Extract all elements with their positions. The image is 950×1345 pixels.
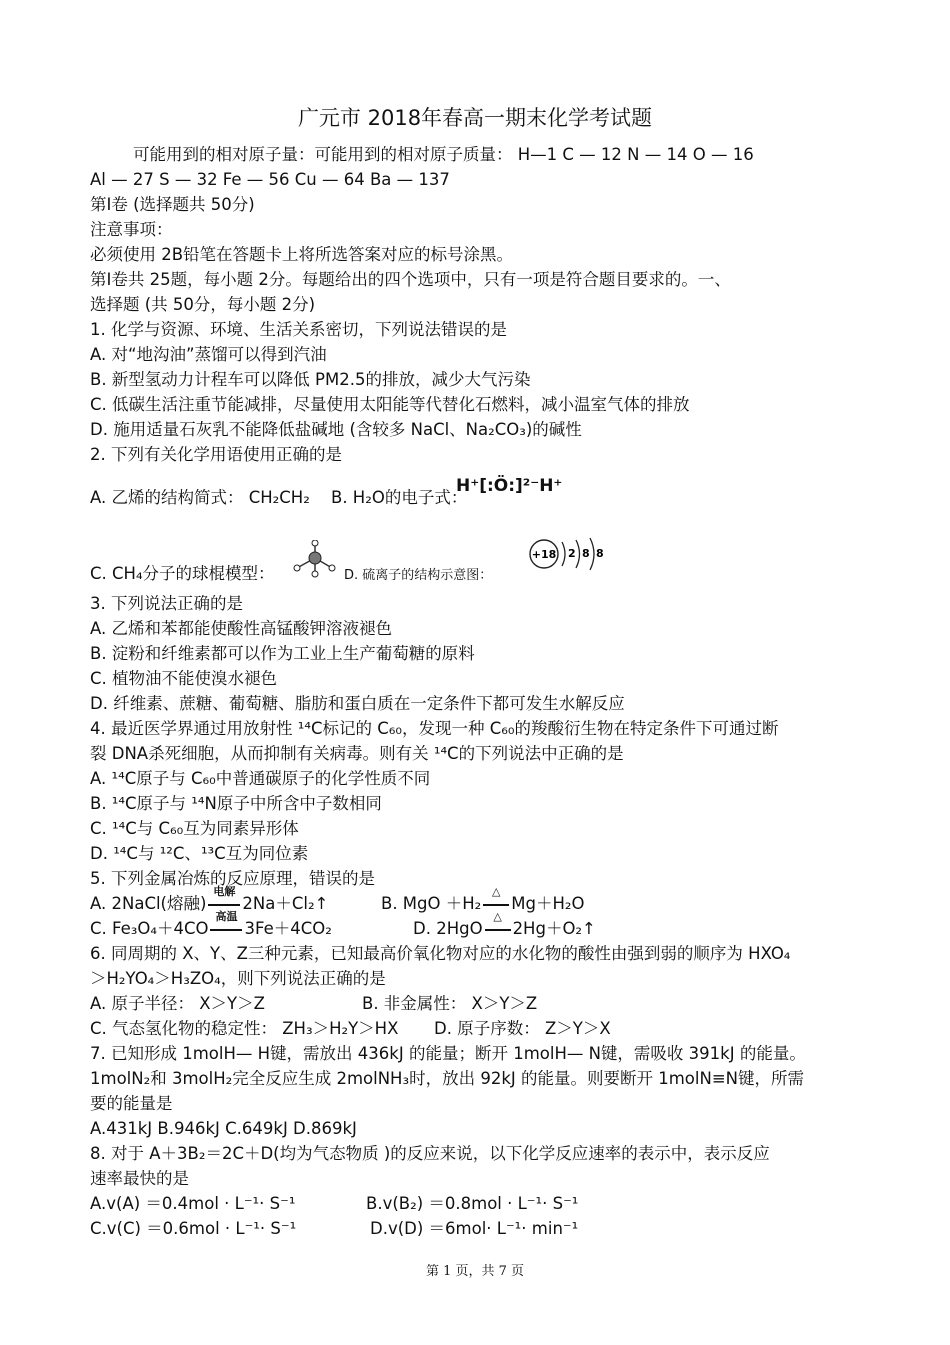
q4-option-b: B. ¹⁴C原子与 ¹⁴N原子中所含中子数相同 xyxy=(90,794,382,813)
q2-stem: 2. 下列有关化学用语使用正确的是 xyxy=(90,445,342,464)
q8-option-c: C.v(C) ＝0.6mol · L⁻¹· S⁻¹ xyxy=(90,1219,297,1238)
q1-option-c: C. 低碳生活注重节能减排，尽量使用太阳能等代替化石燃料，减小温室气体的排放 xyxy=(90,395,690,414)
q1-option-a: A. 对“地沟油”蒸馏可以得到汽油 xyxy=(90,345,327,364)
q2-option-d: D. 硫离子的结构示意图： xyxy=(344,568,493,583)
q8-stem-line-2: 速率最快的是 xyxy=(90,1169,189,1188)
q5-a-reactants: A. 2NaCl(熔融) xyxy=(90,894,207,913)
q3-stem: 3. 下列说法正确的是 xyxy=(90,594,243,613)
q2-option-b: B. H₂O的电子式： xyxy=(331,488,468,507)
q5-b-reactants: B. MgO ＋H₂ xyxy=(381,894,482,913)
atomic-mass-line-1: 可能用到的相对原子量：可能用到的相对原子质量： H—1 C — 12 N — 14 O — 16 xyxy=(133,145,754,164)
q8-option-b: B.v(B₂) ＝0.8mol · L⁻¹· S⁻¹ xyxy=(366,1194,579,1213)
heat-condition: △ xyxy=(492,885,501,898)
q7-stem-line-1: 7. 已知形成 1molH— H键，需放出 436kJ 的能量；断开 1molH— N键，需吸收 391kJ 的能量。 xyxy=(90,1044,806,1063)
high-temperature-condition: 高温 xyxy=(215,910,238,923)
q4-option-c: C. ¹⁴C与 C₆₀互为同素异形体 xyxy=(90,819,299,838)
heat-condition: △ xyxy=(493,910,502,923)
q5-option-d xyxy=(413,910,596,941)
q3-option-c: C. 植物油不能使溴水褪色 xyxy=(90,669,278,688)
methane-ball-stick-model xyxy=(290,540,340,580)
q6-option-b: B. 非金属性： X＞Y＞Z xyxy=(362,994,538,1013)
q5-a-products: 2Na＋Cl₂↑ xyxy=(242,894,329,913)
instruction-line-1: 第Ⅰ卷共 25题，每小题 2分。每题给出的四个选项中，只有一项是符合题目要求的。一、 xyxy=(90,270,731,289)
q4-option-d: D. ¹⁴C与 ¹²C、¹³C互为同位素 xyxy=(90,844,309,863)
q6-stem-line-1: 6. 同周期的 X、Y、Z三种元素，已知最高价氧化物对应的水化物的酸性由强到弱的顺序为 HXO₄ xyxy=(90,944,791,963)
q6-option-c: C. 气态氢化物的稳定性： ZH₃＞H₂Y＞HX xyxy=(90,1019,399,1038)
q5-option-c xyxy=(90,910,332,941)
q4-stem-line-1: 4. 最近医学界通过用放射性 ¹⁴C标记的 C₆₀，发现一种 C₆₀的羧酸衍生物在特定条件下可通过断 xyxy=(90,719,779,738)
q1-option-b: B. 新型氢动力计程车可以降低 PM2.5的排放，减少大气污染 xyxy=(90,370,531,389)
q4-stem-line-2: 裂 DNA杀死细胞，从而抑制有关病毒。则有关 ¹⁴C的下列说法中正确的是 xyxy=(90,744,624,763)
q8-option-a: A.v(A) ＝0.4mol · L⁻¹· S⁻¹ xyxy=(90,1194,296,1213)
q6-option-d: D. 原子序数： Z＞Y＞X xyxy=(434,1019,611,1038)
shell-3-count: 8 xyxy=(596,547,604,560)
water-electron-formula: H⁺[:Ö:]²⁻H⁺ xyxy=(456,476,563,496)
q7-stem-line-3: 要的能量是 xyxy=(90,1094,173,1113)
q2-option-c: C. CH₄分子的球棍模型： xyxy=(90,564,275,583)
q7-stem-line-2: 1molN₂和 3molH₂完全反应生成 2molNH₃时，放出 92kJ 的能量。则要断开 1molN≡N键，所需 xyxy=(90,1069,804,1088)
q2-option-a: A. 乙烯的结构简式： CH₂CH₂ xyxy=(90,488,310,507)
q8-stem-line-1: 8. 对于 A＋3B₂＝2C＋D(均为气态物质 )的反应来说，以下化学反应速率的表示中，表示反应 xyxy=(90,1144,770,1163)
q8-option-d: D.v(D) ＝6mol· L⁻¹· min⁻¹ xyxy=(370,1219,579,1238)
q1-option-d: D. 施用适量石灰乳不能降低盐碱地 (含较多 NaCl、Na₂CO₃)的碱性 xyxy=(90,420,582,439)
q5-c-products: 3Fe＋4CO₂ xyxy=(244,919,332,938)
notice-title: 注意事项： xyxy=(90,220,173,239)
q1-stem: 1. 化学与资源、环境、生活关系密切，下列说法错误的是 xyxy=(90,320,507,339)
q3-option-b: B. 淀粉和纤维素都可以作为工业上生产葡萄糖的原料 xyxy=(90,644,475,663)
q5-stem: 5. 下列金属冶炼的反应原理，错误的是 xyxy=(90,869,375,888)
q6-option-a: A. 原子半径： X＞Y＞Z xyxy=(90,994,265,1013)
q5-c-reactants: C. Fe₃O₄＋4CO xyxy=(90,919,209,938)
page-title: 广元市 2018年春高一期末化学考试题 xyxy=(297,106,653,130)
page-footer: 第 1 页，共 7 页 xyxy=(425,1264,525,1279)
q3-option-d: D. 纤维素、蔗糖、葡萄糖、脂肪和蛋白质在一定条件下都可发生水解反应 xyxy=(90,694,625,713)
electrolysis-condition: 电解 xyxy=(213,885,236,898)
shell-2-count: 8 xyxy=(582,547,590,560)
q5-d-products: 2Hg＋O₂↑ xyxy=(512,919,596,938)
nucleus-charge: +18 xyxy=(531,548,557,561)
q7-options: A.431kJ B.946kJ C.649kJ D.869kJ xyxy=(90,1119,357,1138)
q5-b-products: Mg＋H₂O xyxy=(511,894,585,913)
sulfide-ion-structure-diagram xyxy=(526,536,606,576)
volume-heading: 第Ⅰ卷 (选择题共 50分) xyxy=(90,195,255,214)
q5-d-reactants: D. 2HgO xyxy=(413,919,483,938)
shell-1-count: 2 xyxy=(568,547,576,560)
atomic-mass-line-2: Al — 27 S — 32 Fe — 56 Cu — 64 Ba — 137 xyxy=(90,170,450,189)
q3-option-a: A. 乙烯和苯都能使酸性高锰酸钾溶液褪色 xyxy=(90,619,392,638)
q6-stem-line-2: ＞H₂YO₄＞H₃ZO₄，则下列说法正确的是 xyxy=(90,969,386,988)
notice-text: 必须使用 2B铅笔在答题卡上将所选答案对应的标号涂黑。 xyxy=(90,245,514,264)
q4-option-a: A. ¹⁴C原子与 C₆₀中普通碳原子的化学性质不同 xyxy=(90,769,431,788)
instruction-line-2: 选择题 (共 50分，每小题 2分) xyxy=(90,295,316,314)
